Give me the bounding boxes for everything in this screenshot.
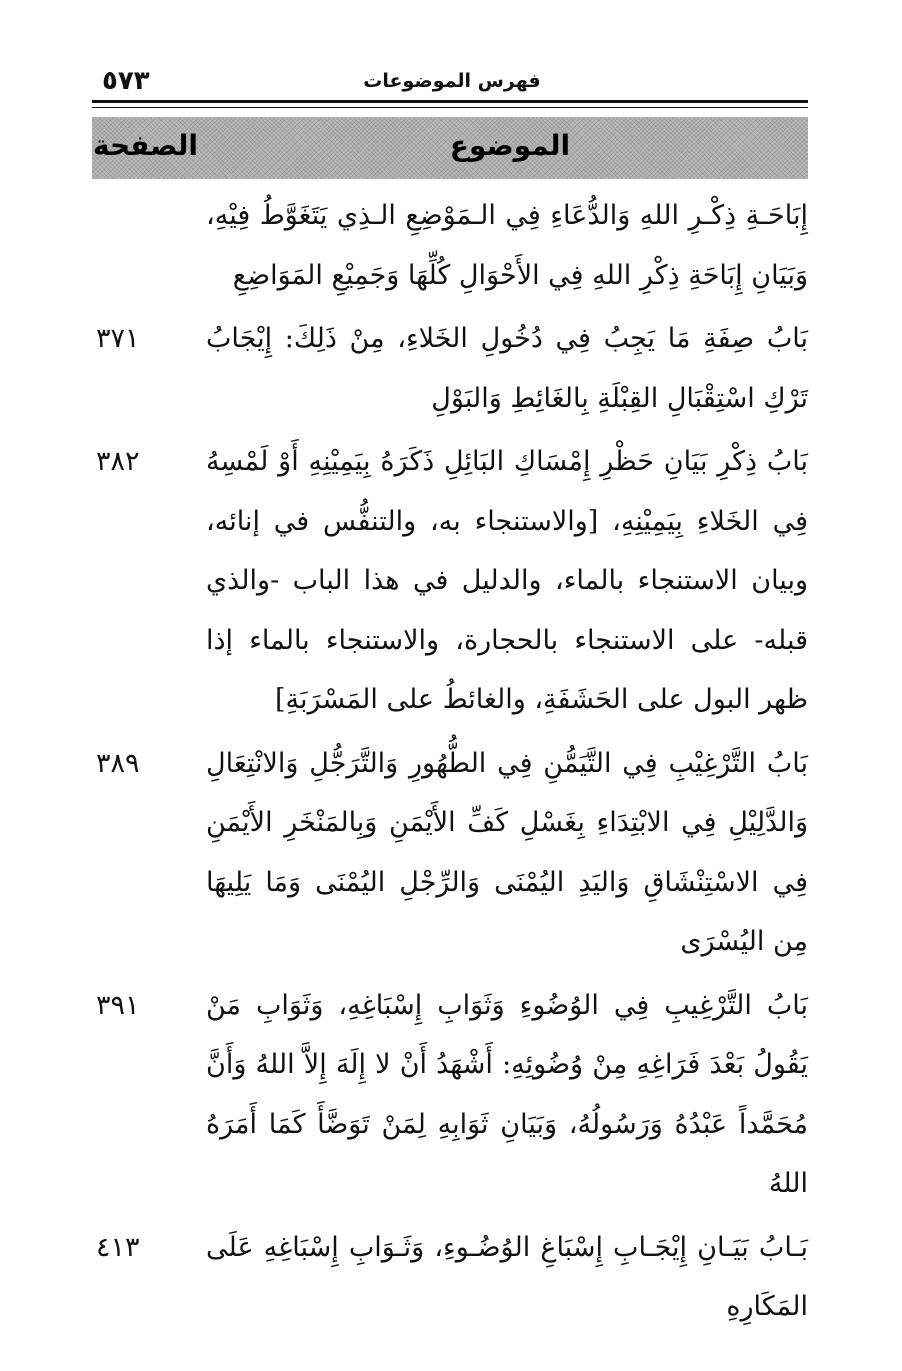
entry-page-number: ٤١٣ [96,1231,140,1263]
column-header-bar [92,117,808,179]
entry-title: بَـابُ بَيَـانِ إِيْجَـابِ إِسْبَاغِ الوُضُـوءِ، وَثَـوَابِ إِسْبَاغِهِ عَلَى المَكَارِهِ [206,1231,808,1322]
page-number: ٥٧٣ [102,66,150,96]
topic-column-heading: الموضوع [449,129,571,162]
index-entry [96,309,808,428]
running-title: فهرس الموضوعات [363,70,541,92]
index-entries [96,186,808,1341]
index-entry [96,1218,808,1337]
entry-page-number: ٣٩١ [96,989,140,1021]
entry-page-number: ٣٧١ [96,323,140,354]
header-rule-thick [92,100,808,103]
entry-title: بَابُ ذِكْرِ بَيَانِ حَظْرِ إِمْسَاكِ البَائِلِ ذَكَرَهُ بِيَمِيْنِهِ أَوْ لَمْسِهُ فِي الخَلاءِ بِيَمِيْنِهِ، [والاستنجاء به، والتنفُّس في إنائه، وبيان الاستنجاء بالماء، والدليل في هذا الباب -والذي قبله- على الاستنجاء بالحجارة، والاستنجاء بالماء إذا ظهر البول على الحَشَفَةِ، والغائطُ على المَسْرَبَةِ] [206,446,808,715]
index-entry [96,734,808,972]
header-rule-thin [92,107,808,108]
entry-title: بَابُ صِفَةِ مَا يَجِبُ فِي دُخُولِ الخَلاءِ، مِنْ ذَلِكَ: إِيْجَابُ تَرْكِ اسْتِقْبَالِ القِبْلَةِ بِالغَائِطِ وَالبَوْلِ [206,323,808,414]
index-entry [96,186,808,305]
entry-title: بَابُ التَّرْغِيْبِ فِي التَّيَمُّنِ فِي الطُّهُورِ وَالتَّرَجُّلِ وَالانْتِعَالِ وَالدَّلِيْلِ فِي الابْتِدَاءِ بِغَسْلِ كَفِّ الأَيْمَنِ وَبِالمَنْخَرِ الأَيْمَنِ فِي الاسْتِنْشَاقِ وَاليَدِ اليُمْنَى وَالرِّجْلِ اليُمْنَى وَمَا يَلِيهَا مِن اليُسْرَى [206,747,808,957]
index-entry [96,432,808,730]
index-entry [96,976,808,1214]
page-header [96,62,808,102]
entry-title: إِبَاحَـةِ ذِكْـرِ اللهِ وَالدُّعَاءِ فِي الـمَوْضِعِ الـذِي يَتَغَوَّطُ فِيْهِ، وَبَيَانِ إِبَاحَةِ ذِكْرِ اللهِ فِي الأَحْوَالِ كُلِّهَا وَجَمِيْعِ المَوَاضِعِ [206,200,808,291]
page-column-heading: الصفحة [92,129,198,162]
entry-title: بَابُ التَّرْغِيبِ فِي الوُضُوءِ وَثَوَابِ إِسْبَاغِهِ، وَثَوَابِ مَنْ يَقُولُ بَعْدَ فَرَاغِهِ مِنْ وُضُوئِهِ: أَشْهَدُ أَنْ لا إِلَهَ إِلاَّ اللهُ وَأَنَّ مُحَمَّداً عَبْدُهُ وَرَسُولُهُ، وَبَيَانِ ثَوَابِهِ لِمَنْ تَوَضَّأَ كَمَا أَمَرَهُ اللهُ [206,989,808,1199]
entry-page-number: ٣٨٢ [96,446,140,477]
entry-page-number: ٣٨٩ [96,747,140,779]
